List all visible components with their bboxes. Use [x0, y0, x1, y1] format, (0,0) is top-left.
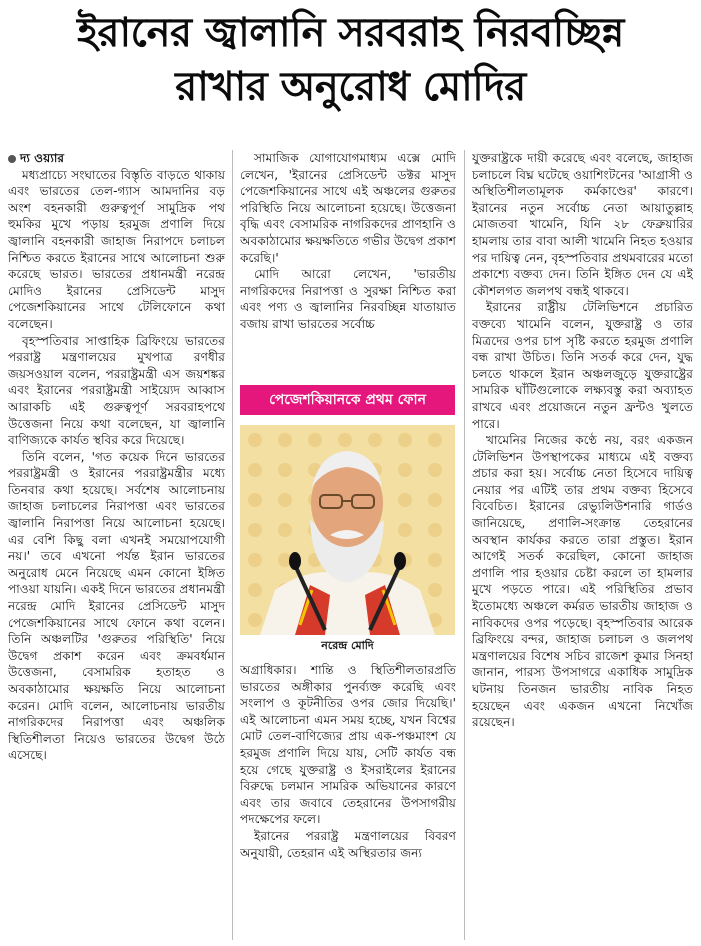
paragraph: ইরানের রাষ্ট্রীয় টেলিভিশনে প্রচারিত বক্তব্যে খামেনি বলেন, যুক্তরাষ্ট্র ও তার মিত্রদের ওপর চাপ সৃষ্টি করতে হরমুজ প্রণালি বন্ধ রাখা উচিত। তিনি সতর্ক করে দেন, যুদ্ধ চলতে থাকলে ইরান অঞ্চলজুড়ে যুক্তরাষ্ট্রের সামরিক ঘাঁটিগুলোকে লক্ষ্যবস্তু করা অব্যাহত রাখবে এবং প্রয়োজনে নতুন ফ্রন্টও খুলতে পারে। — [472, 300, 693, 431]
column-divider — [464, 150, 465, 940]
article-column-3 — [472, 150, 693, 940]
headline-line-1: ইরানের জ্বালানি সরবরাহ নিরবচ্ছিন্ন — [77, 10, 624, 56]
modi-photo — [240, 425, 455, 635]
subheading-banner: পেজেশকিয়ানকে প্রথম ফোন — [240, 385, 455, 415]
paragraph: অগ্রাধিকার। শান্তি ও স্থিতিশীলতারপ্রতি ভারতের অঙ্গীকার পুনর্ব্যক্ত করেছি এবং সংলাপ ও কূটনীতির ওপর জোর দিয়েছি।' এই আলোচনা এমন সময় হচ্ছে, যখন বিশ্বের মোট তেল-বাণিজ্যের প্রায় এক-পঞ্চমাংশ যে হরমুজ প্রণালি দিয়ে যায়, সেটি কার্যত বন্ধ হয়ে গেছে যুক্তরাষ্ট্র ও ইসরাইলের ইরানের বিরুদ্ধে চলমান সামরিক অভিযানের কারণে এবং তার জবাবে তেহরানের উপসাগরীয় পদক্ষেপের ফলে। — [240, 663, 456, 827]
dateline-text: দ্য ওয়্যার — [20, 151, 65, 165]
paragraph: তিনি বলেন, 'গত কয়েক দিনে ভারতের পররাষ্ট্রমন্ত্রী ও ইরানের পররাষ্ট্রমন্ত্রীর মধ্যে তিনবার কথা হয়েছে। সর্বশেষ আলোচনায় জাহাজ চলাচলের নিরাপত্তা এবং ভারতের জ্বালানি নিরাপত্তা নিয়ে আলোচনা হয়েছে। এর বেশি কিছু বলা এখনই সময়োপযোগী নয়।' তবে এখনো পর্যন্ত ইরান ভারতের অনুরোধ মেনে নিয়েছে এমন কোনো ইঙ্গিত পাওয়া যায়নি। একই দিনে ভারতের প্রধানমন্ত্রী নরেন্দ্র মোদি ইরানের প্রেসিডেন্ট মাসুদ পেজেশকিয়ানের সাথে ফোনে কথা বলেন। তিনি অঞ্চলটির 'গুরুতর পরিস্থিতি' নিয়ে উদ্বেগ প্রকাশ করেন এবং ক্রমবর্ধমান উত্তেজনা, বেসামরিক হতাহত ও অবকাঠামোর ক্ষয়ক্ষতি নিয়ে আলোচনা করেন। মোদি বলেন, আলোচনায় ভারতীয় নাগরিকদের নিরাপত্তা এবং অঞ্চলিক স্থিতিশীলতা নিয়েও ভারতের উদ্বেগ উঠে এসেছে। — [8, 449, 225, 763]
paragraph: সামাজিক যোগাযোগমাধ্যম এক্সে মোদি লেখেন, 'ইরানের প্রেসিডেন্ট ডক্টর মাসুদ পেজেশকিয়ানের সাথে এই অঞ্চলের গুরুতর পরিস্থিতি নিয়ে আলোচনা হয়েছে। উত্তেজনা বৃদ্ধি এবং বেসামরিক নাগরিকদের প্রাণহানি ও অবকাঠামোর ক্ষয়ক্ষতিতে গভীর উদ্বেগ প্রকাশ করেছি।' — [240, 151, 456, 265]
paragraph: ইরানের পররাষ্ট্র মন্ত্রণালয়ের বিবরণ অনুযায়ী, তেহরান এই অস্থিরতার জন্য — [240, 828, 456, 860]
headline-line-2: রাখার অনুরোধ মোদির — [175, 64, 526, 110]
article-column-1 — [8, 150, 225, 940]
paragraph: খামেনির নিজের কণ্ঠে নয়, বরং একজন টেলিভিশন উপস্থাপকের মাধ্যমে এই বক্তব্য প্রচার করা হয়। সর্বোচ্চ নেতা হিসেবে দায়িত্ব নেয়ার পর এটিই তার প্রথম বক্তব্য হিসেবে বিবেচিত। ইরানের রেভ্যুলিউশনারি গার্ডও জানিয়েছে, প্রণালি-সংক্রান্ত তেহরানের অবস্থান কার্যকর করতে তারা প্রস্তুত। ইরান আগেই সতর্ক করেছিল, কোনো জাহাজ প্রণালি পার হওয়ার চেষ্টা করলে তা হামলার মুখে পড়তে পারে। এই পরিস্থিতির প্রভাব ইতোমধ্যে অঞ্চলে কর্মরত ভারতীয় জাহাজ ও নাবিকদের ওপর পড়েছে। বৃহস্পতিবার আরেক ব্রিফিংয়ে বন্দর, জাহাজ চলাচল ও জলপথ মন্ত্রণালয়ের বিশেষ সচিব রাজেশ কুমার সিনহা জানান, পারস্য উপসাগরে একাধিক সামুদ্রিক ঘটনায় তিনজন ভারতীয় নাবিক নিহত হয়েছেন এবং একজন এখনো নিখোঁজ রয়েছেন। — [472, 433, 693, 730]
article-column-2-top — [240, 150, 456, 382]
dateline — [8, 150, 225, 167]
article-column-2-bottom — [240, 662, 456, 940]
paragraph: বৃহস্পতিবার সাপ্তাহিক ব্রিফিংয়ে ভারতের পররাষ্ট্র মন্ত্রণালয়ের মুখপাত্র রণধীর জয়সওয়াল বলেন, পররাষ্ট্রমন্ত্রী এস জয়শঙ্কর এবং ইরানের পররাষ্ট্রমন্ত্রী সাইয়্যেদ আব্বাস আরাকচি এই গুরুত্বপূর্ণ সরবরাহপথে উত্তেজনা নিয়ে কথা বলেছেন, যা জ্বালানি বাণিজ্যকে কার্যত স্থবির করে দিয়েছে। — [8, 333, 225, 448]
headline — [0, 6, 701, 114]
photo-caption: নরেন্দ্র মোদি — [321, 639, 374, 652]
paragraph: মধ্যপ্রাচ্যে সংঘাতের বিস্তৃতি বাড়তে থাকায় এবং ভারতের তেল-গ্যাস আমদানির বড় অংশ বহনকারী গুরুত্বপূর্ণ সামুদ্রিক পথ হুমকির মুখে পড়ায় হরমুজ প্রণালি দিয়ে জ্বালানি বহনকারী জাহাজ নিরাপদে চলাচল নিশ্চিত করতে ইরানের সাথে আলোচনা শুরু করেছে ভারত। ভারতের প্রধানমন্ত্রী নরেন্দ্র মোদিও ইরানের প্রেসিডেন্ট মাসুদ পেজেশকিয়ানের সাথে টেলিফোনে কথা বলেছেন। — [8, 167, 225, 331]
bullet-dot-icon — [8, 155, 16, 163]
paragraph: মোদি আরো লেখেন, 'ভারতীয় নাগরিকদের নিরাপত্তা ও সুরক্ষা নিশ্চিত করা এবং পণ্য ও জ্বালানির নিরবচ্ছিন্ন যাতায়াত বজায় রাখা ভারতের সর্বোচ্চ — [240, 267, 456, 331]
paragraph: যুক্তরাষ্ট্রকে দায়ী করেছে এবং বলেছে, জাহাজ চলাচলে বিঘ্ন ঘটেছে ওয়াশিংটনের 'আগ্রাসী ও অস্থিতিশীলতামূলক কর্মকাণ্ডের' কারণে। ইরানের নতুন সর্বোচ্চ নেতা আয়াতুল্লাহ মোজতবা খামেনি, যিনি ২৮ ফেব্রুয়ারির হামলায় তার বাবা আলী খামেনি নিহত হওয়ার পর দায়িত্ব নেন, বৃহস্পতিবার প্রথমবারের মতো প্রকাশ্যে বক্তব্য দেন। তিনি ইঙ্গিত দেন যে এই কৌশলগত জলপথ বন্ধই থাকবে। — [472, 151, 693, 298]
portrait-illustration — [240, 425, 455, 635]
column-divider — [232, 150, 233, 940]
